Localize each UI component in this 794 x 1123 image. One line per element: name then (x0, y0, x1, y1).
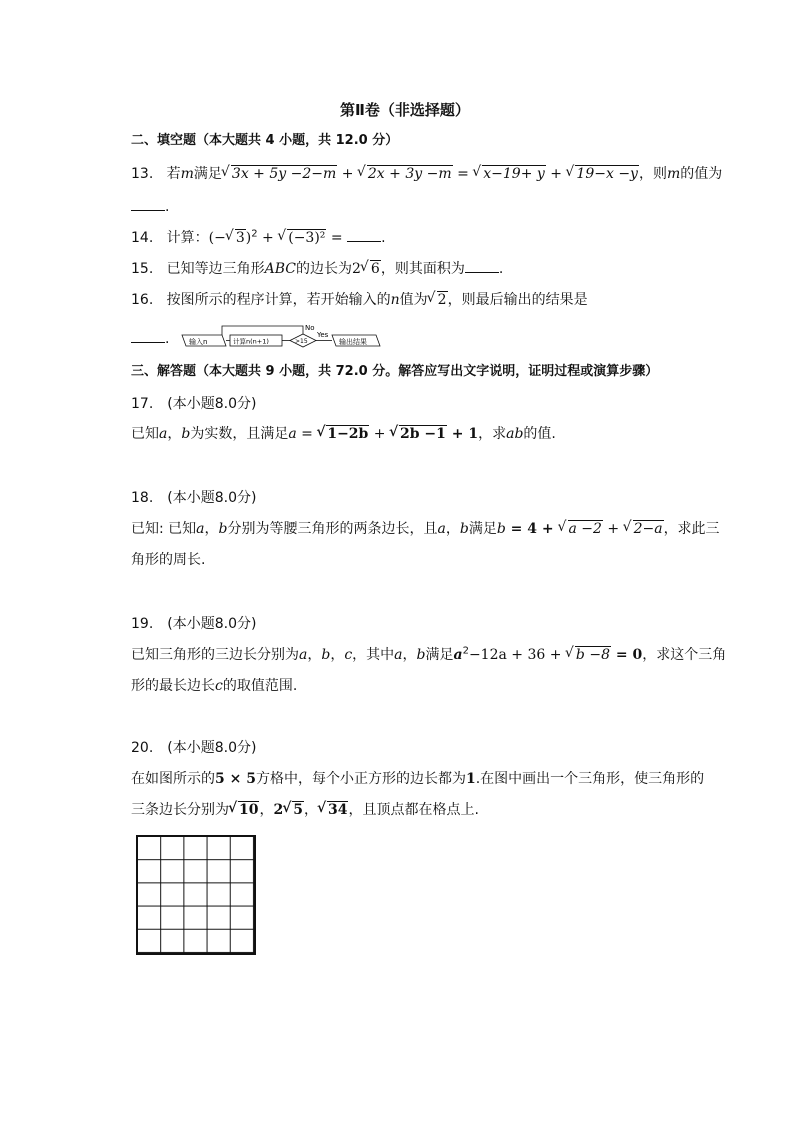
radical: √ (−3)² (278, 228, 326, 248)
period: . (498, 261, 504, 277)
text: 的值. (523, 426, 556, 442)
exponent: 2 (462, 645, 469, 657)
answer-blank[interactable] (131, 328, 165, 343)
question-16 (131, 290, 588, 310)
text: 为实数，且满足 (190, 426, 289, 442)
question-20 (131, 769, 704, 789)
text: ， (204, 521, 219, 537)
section-fill-in-heading: 二、填空题（本大题共 4 小题，共 12.0 分） (131, 133, 399, 148)
flow-yes-label: Yes (317, 331, 329, 339)
plus: + (341, 166, 354, 182)
period: . (381, 230, 386, 246)
triangle-name: ABC (264, 261, 296, 277)
text: ，则其面积为 (380, 261, 465, 277)
question-14 (131, 227, 386, 248)
var-b: b (459, 521, 469, 537)
question-18 (131, 519, 720, 539)
var-c: c (215, 678, 223, 694)
radical: √ 6 (361, 259, 381, 279)
math: + 1 (446, 426, 479, 442)
question-18-heading: 18. (本小题8.0分) (131, 490, 257, 506)
period: . (165, 199, 170, 215)
text: ，且顶点都在格点上. (348, 802, 479, 818)
exponent: 2 (251, 228, 258, 240)
math: (− (208, 230, 226, 246)
text: 形的最长边长 (131, 678, 215, 694)
radical: √ 1−2b (317, 424, 369, 444)
answer-blank[interactable] (465, 258, 499, 273)
text: ，求此三 (663, 521, 720, 537)
text: ， (445, 521, 460, 537)
question-19-heading: 19. (本小题8.0分) (131, 616, 257, 632)
math: −12a + 36 + (468, 647, 566, 663)
question-number: 15. (131, 261, 154, 277)
square-grid-5x5 (136, 835, 256, 955)
var-b: b (181, 426, 191, 442)
equals: = (457, 166, 469, 182)
radical: √ 2b −1 (390, 424, 447, 444)
text: ，则 (638, 166, 667, 182)
text: 计算： (166, 230, 209, 246)
equals: = 0 (610, 647, 643, 663)
text: ， (259, 802, 274, 818)
var-a: a (299, 647, 308, 663)
math: ) (245, 230, 252, 246)
text: ，求 (478, 426, 507, 442)
var-a: a (394, 647, 403, 663)
text: 分别为等腰三角形的两条边长，且 (227, 521, 438, 537)
text: 已知: 已知 (131, 521, 197, 537)
question-number: 14. (131, 230, 154, 246)
radical: √ 3x + 5y −2−m (222, 164, 337, 184)
radical: √ a −2 (559, 519, 603, 539)
var-b: b (218, 521, 228, 537)
var-a: a (437, 521, 446, 537)
text: 已知等边三角形 (166, 261, 265, 277)
radical: √ 10 (229, 800, 259, 820)
page-title: 第Ⅱ卷（非选择题） (340, 101, 470, 119)
answer-line-13 (131, 196, 169, 217)
text: ， (330, 647, 345, 663)
math: 2 (273, 802, 284, 818)
question-18-line2: 角形的周长. (131, 552, 206, 568)
flow-input-label: 输入n (189, 338, 208, 346)
loop-arrow (222, 326, 303, 335)
plus: + (602, 521, 624, 537)
question-20-heading: 20. (本小题8.0分) (131, 740, 257, 756)
text: 的边长为 (296, 261, 352, 277)
text: ， (167, 426, 182, 442)
math: = 4 + (505, 521, 559, 537)
text: ， (307, 647, 322, 663)
question-13 (131, 164, 722, 184)
text: ，求这个三角 (642, 647, 727, 663)
text: 满足 (468, 521, 497, 537)
var-b: b (321, 647, 331, 663)
text: 的取值范围. (222, 678, 298, 694)
text: 值为 (399, 292, 428, 308)
radical: √ 2−a (624, 519, 664, 539)
plus: + (257, 230, 279, 246)
text: ， (402, 647, 417, 663)
math: a (453, 647, 463, 663)
var-a: a (288, 426, 297, 442)
answer-blank[interactable] (131, 196, 165, 211)
answer-blank[interactable] (347, 227, 381, 242)
radical: √ 2x + 3y −m (358, 164, 453, 184)
section-answer-heading: 三、解答题（本大题共 9 小题，共 72.0 分。解答应写出文字说明，证明过程或演算步骤） (131, 364, 659, 379)
text: ，其中 (352, 647, 395, 663)
var-m: m (666, 166, 681, 182)
math: 2 (352, 261, 361, 277)
radical: √ 34 (318, 800, 348, 820)
var-m: m (180, 166, 194, 182)
text: 已知 (131, 426, 159, 442)
radical: √ 5 (283, 800, 304, 820)
var-a: a (196, 521, 205, 537)
flow-cond-label: >15 (295, 338, 308, 345)
radical: √ 2 (428, 290, 448, 310)
text: 满足 (425, 647, 454, 663)
var-a: a (159, 426, 168, 442)
var-ab: ab (506, 426, 524, 442)
question-number: 13. (131, 166, 154, 182)
question-17 (131, 424, 556, 444)
question-20-line2 (131, 800, 479, 820)
text: .在图中画出一个三角形，使三角形的 (475, 771, 705, 787)
plus: + (369, 426, 390, 442)
flow-output-label: 输出结果 (339, 338, 367, 346)
flow-no-label: No (305, 324, 315, 332)
period: . (165, 331, 170, 347)
answer-line-16 (131, 328, 169, 349)
text: ，则最后输出的结果是 (447, 292, 588, 308)
text: 的值为 (680, 166, 723, 182)
var-n: n (390, 292, 400, 308)
flow-calc-label: 计算n(n+1) (233, 337, 269, 346)
equals: = (326, 230, 348, 246)
question-19 (131, 645, 726, 665)
text: ， (303, 802, 318, 818)
text: 在如图所示的 (131, 771, 215, 787)
radical: √ 19−x −y (566, 164, 639, 184)
question-17-heading: 17. (本小题8.0分) (131, 396, 257, 412)
text: 三条边长分别为 (131, 802, 229, 818)
question-15 (131, 258, 503, 279)
radical: √ b −8 (566, 645, 611, 665)
math: 1 (465, 771, 476, 787)
question-number: 16. (131, 292, 154, 308)
program-flowchart (178, 322, 383, 350)
question-19-line2 (131, 676, 297, 696)
text: 满足 (193, 166, 222, 182)
text: 方格中，每个小正方形的边长都为 (255, 771, 466, 787)
radical: √ x−19+ y (473, 164, 546, 184)
equals: = (296, 426, 318, 442)
var-b: b (496, 521, 506, 537)
plus: + (550, 166, 562, 182)
var-b: b (416, 647, 426, 663)
text: 若 (166, 166, 181, 182)
math: 5 × 5 (215, 771, 256, 787)
text: 已知三角形的三边长分别为 (131, 647, 299, 663)
text: 按图所示的程序计算，若开始输入的 (166, 292, 391, 308)
radical: √ 3 (226, 228, 246, 248)
var-c: c (344, 647, 353, 663)
